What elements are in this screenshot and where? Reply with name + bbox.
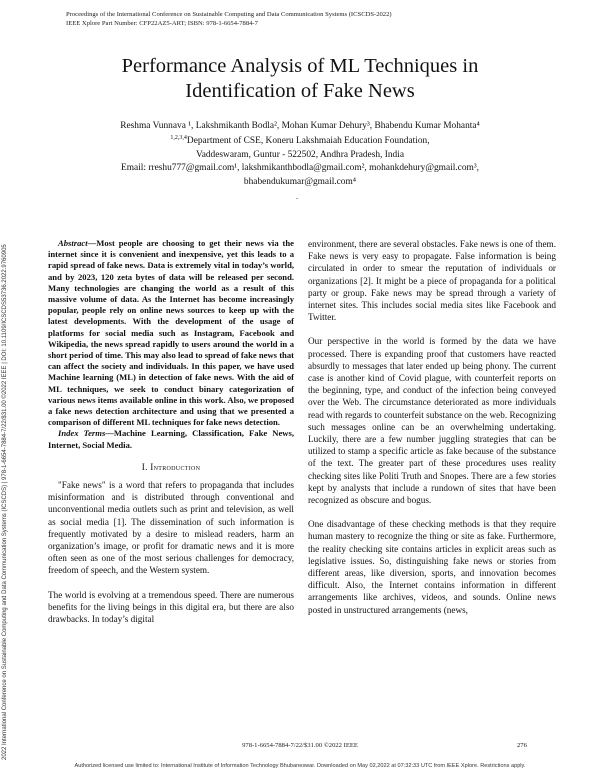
authorized-use-notice: Authorized licensed use limited to: International Institute of Information Technology Bhubaneswar. Downloaded on May 02,2022 at 07:32:33 UTC from IEEE Xplore. Restrictions apply. [74,763,526,769]
affiliation-dept-line [40,135,560,149]
proceedings-header [66,10,392,28]
stray-dot: . [296,192,298,201]
right-paragraph-3: One disadvantage of these checking methods is that they require human mastery to recognize the thing or site as fake. Furthermore, the reality checking site contains articles in explicit areas such as legislative issues. So, distinguishing fake news or stories from different areas, like diversion, sports, and innovation becomes difficult. Also, the Internet contains information in different arrangements like archives, videos, and sounds. Online news posted in unstructured arrangements (news, [308,519,556,615]
affiliation-email-2: bhabendukumar@gmail.com⁴ [243,176,357,187]
intro-paragraph-2: The world is evolving at a tremendous speed. There are numerous benefits for the living beings in this digital era, but there are also drawbacks. In today’s digital [48,589,294,625]
abstract-text: —Most people are choosing to get their news via the internet since it is convenient and inexpensive, yet this leads to a rapid spread of fake news. Data is extremely vital in today’s world, and by 2023, 120 zeta bytes of data will be released per second. Many technologies are changing the world as a result of this massive volume of data. As the Internet has become increasingly popular, people rely on online news sources to keep up with the latest developments. With the development of the usage of platforms for social media such as Instagram, Facebook and Wikipedia, the news spread rapidly to users around the world in a short period of time. This may also lead to spread of fake news that can affect the society and individuals. In this paper, we have used Machine learning (ML) in detection of fake news. With the aid of ML techniques, we seek to conduct binary categorization of various news items available online in this work. Also, we proposed a fake news detection architecture and using that we presented a comparison of different ML techniques for fake news detection. [48,238,294,428]
abstract [48,238,294,428]
right-paragraph-2: Our perspective in the world is formed by the data we have processed. There is expanding proof that customers have reacted absurdly to messages that later ended up being phony. The current case is another kind of Covid plague, with counterfeit reports on the beginning, type, and conduct of the infection being conveyed over the Web. The circumstance deteriorated as more individuals read with regards to counterfeit substance on the web. Recognizing such messages online can be an overwhelming undertaking. Luckily, there are a few number juggling strategies that can be utilized to stamp a specific article as fake because of the substance of the text. The greater part of these procedures uses reality checking sites like Politi Truth and Snopes. There are a few stories kept by analysts that include a rundown of sites that have been recognized as obscure and bogus. [308,336,556,506]
index-terms [48,428,294,450]
doi-sidebar: 2022 International Conference on Sustainable Computing and Data Communication Systems (ICSCDS) | 978-1-6654-7884-7/22/$31.00 ©2022 IEEE | DOI: 10.1109/ICSCDS53736.2022.9760905 [2,244,8,760]
affiliation-email-1: Email: rreshu777@gmail.com¹, lakshmikanthbodla@gmail.com², mohankdehury@gmail.com³, [121,163,479,173]
index-terms-text: —Machine Learning, Classification, Fake News, Internet, Social Media. [48,428,295,450]
section-number: I. [141,461,148,472]
affiliation-dept: Department of CSE, Koneru Lakshmaiah Education Foundation, [186,136,430,146]
section-heading-introduction [48,461,294,473]
abstract-label: Abstract [58,238,88,248]
right-paragraph-1: environment, there are several obstacles. Fake news is one of them. Fake news is very easy to propagate. False information is being circulated in order to smear the reputation of individuals or organizations [2]. It might be a piece of propaganda for a political party or group. Fake news may be spread through a variety of internet sites. This includes social media sites like Facebook and Twitter. [308,239,556,323]
section-title: Introduction [150,461,201,472]
right-column [308,238,556,616]
intro-paragraph-1: "Fake news" is a word that refers to propaganda that includes misinformation and is distributed through conventional and unconventional media outlets such as print and television, as well as social media [1]. The dissemination of such information is frequently motivated by a desire to mislead readers, harm an organization’s image, or profit for dramatic news and it is more often seen as one of the most serious challenges for democracy, freedom of speech, and the Western system. [48,480,294,576]
affiliation-place: Vaddeswaram, Guntur - 522502, Andhra Pradesh, India [195,149,405,160]
header-line-2: IEEE Xplore Part Number: CFP22AZ5-ART; ISBN: 978-1-6654-7884-7 [66,20,258,27]
affiliation-block [40,135,560,189]
left-column [48,238,294,625]
index-terms-label: Index Terms [58,428,106,439]
title-line-1: Performance Analysis of ML Techniques in [121,55,479,77]
page-number: 276 [517,742,527,749]
footer-copyright: 978-1-6654-7884-7/22/$31.00 ©2022 IEEE [242,742,358,749]
affiliation-sup: 1,2,3,4 [170,134,187,141]
author-list: Reshma Vunnava ¹, Lakshmikanth Bodla², Mohan Kumar Dehury³, Bhabendu Kumar Mohanta⁴ [120,121,480,131]
paper-title [0,54,600,104]
header-line-1: Proceedings of the International Conference on Sustainable Computing and Data Communication Systems (ICSCDS-2022) [66,11,392,18]
title-line-2: Identification of Fake News [185,80,415,102]
